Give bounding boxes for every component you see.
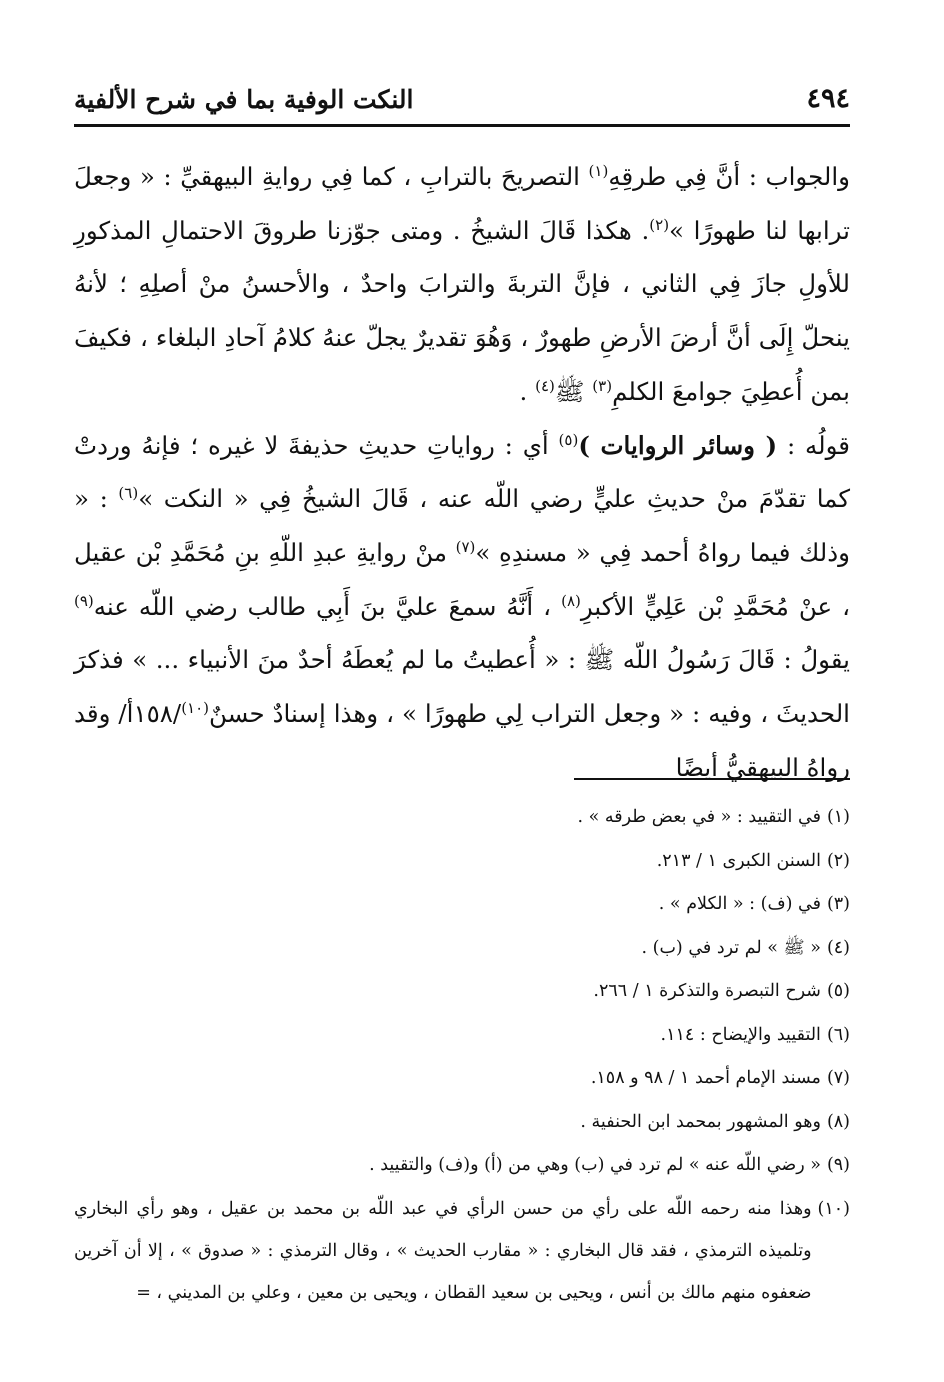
text-run: يقولُ : قَالَ رَسُولُ اللّه ﷺ : « أُعطيتُ ما لم يُعطَهُ أحدٌ منَ الأنبياء ... » فذكرَ الحديثَ ، وفيه : « وجعل التراب لِي طهورًا » ، وهذا إسنادٌ حسنٌ [74, 645, 850, 729]
footnote-text: مسند الإمام أحمد ١ / ٩٨ و ١٥٨. [590, 1068, 821, 1088]
footnote-number: (١) [826, 807, 850, 827]
footnote-ref-7: (٧) [455, 537, 476, 556]
footnote-number: (٥) [826, 981, 850, 1001]
footnote-text: شرح التبصرة والتذكرة ١ / ٢٦٦. [593, 981, 821, 1001]
text-run: أي : رواياتِ حديثِ حذيفةَ لا غيره ؛ فإنهُ وردتْ كما تقدّمَ منْ حديثِ عليٍّ رضي اللّه عنه ، قَالَ الشيخُ فِي « النكت » [74, 430, 850, 514]
footnote-ref-8: (٨) [561, 591, 581, 610]
footnote-ref-1: (١) [588, 161, 609, 180]
footnotes [74, 796, 850, 1314]
footnote-item [74, 796, 850, 840]
footnote-text: وهو المشهور بمحمد ابن الحنفية . [580, 1111, 821, 1132]
footnote-item [74, 1144, 850, 1188]
footnote-item [74, 883, 850, 927]
footnote-number: (٨) [826, 1111, 850, 1132]
text-run: . هكذا قَالَ الشيخُ . ومتى جوّزنا طروقَ الاحتمالِ المذكورِ للأولِ جازَ فِي الثاني ، فإنَّ التربةَ والترابَ واحدٌ ، والأحسنُ منْ أصلِهِ ؛ لأنهُ ينحلّ إِلَى أنَّ أرضَ الأرضِ طهورٌ ، وَهُوَ تقديرٌ يجلّ عنهُ كلامُ آحادِ البلغاء ، فكيفَ بمن أُعطِيَ جوامعَ الكلمِ [74, 215, 850, 406]
footnote-ref-5: (٥) [558, 430, 579, 449]
footnote-item [74, 927, 850, 971]
footnote-number: (٩) [826, 1155, 850, 1175]
footnote-text: في التقييد : « في بعض طرقه » . [577, 807, 821, 827]
footnote-number: (٧) [826, 1068, 850, 1088]
page-header [74, 70, 850, 122]
quoted-term: ( وسائر الروايات ) [578, 430, 778, 460]
footnote-ref-2: (٢) [649, 215, 670, 234]
footnote-number: (٣) [826, 894, 850, 914]
footnote-text: في (ف) : « الكلام » . [658, 894, 821, 914]
footnote-ref-9: (٩) [74, 591, 94, 610]
footnote-text: وهذا منه رحمه اللّه على رأي من حسن الرأي في عبد اللّه بن محمد بن عقيل ، وهو رأي البخاري وتلميذه الترمذي ، فقد قال البخاري : « مقارب الحديث » ، وقال الترمذي : « صدوق » ، إلا أن آخرين ضعفوه منهم مالك بن أنس ، ويحيى بن سعيد القطان ، ويحيى بن معين ، وعلي بن المديني ، = [74, 1198, 812, 1303]
paragraph-1 [74, 150, 850, 419]
page-number: ٤٩٤ [806, 83, 850, 114]
running-title: النكت الوفية بما في شرح الألفية [74, 85, 414, 114]
footnote-ref-4: (٤) [535, 376, 555, 395]
text-run: قولُه : [777, 430, 850, 460]
footnote-separator [574, 778, 850, 780]
footnote-text: التقييد والإيضاح : ١١٤. [660, 1024, 821, 1045]
footnote-text: « ﷺ » لم ترد في (ب) . [641, 937, 821, 958]
footnote-number: (١٠) [817, 1198, 850, 1219]
footnote-item [74, 970, 850, 1014]
footnote-ref-6: (٦) [118, 484, 139, 503]
paragraph-2 [74, 419, 850, 795]
footnote-number: (٤) [826, 937, 850, 958]
footnote-ref-10: (١٠) [181, 698, 210, 717]
footnote-ref-3: (٣) [592, 376, 613, 395]
footnote-item [74, 1014, 850, 1058]
footnote-number: (٢) [826, 850, 850, 871]
footnote-item [74, 1101, 850, 1145]
header-rule [74, 124, 850, 127]
footnote-item [74, 840, 850, 884]
footnote-number: (٦) [826, 1024, 850, 1045]
text-run: التصريحَ بالترابِ ، كما فِي روايةِ البيهقيِّ : « وجعلَ ترابها لنا طهورًا » [74, 162, 851, 245]
text-run: ، أَنَّهُ سمعَ عليَّ بنَ أَبِي طالب رضي اللّه عنه [93, 591, 562, 621]
salutation-glyph: ﷺ [554, 376, 593, 406]
footnote-item [74, 1057, 850, 1101]
text-run: والجواب : أنَّ فِي طرقِهِ [608, 162, 850, 191]
text-run: : « وذلك فيما رواهُ أحمد فِي « مسندِهِ » [74, 484, 850, 567]
text-run: منْ روايةِ عبدِ اللّهِ بنِ مُحَمَّدِ بْن عقيل ، عنْ مُحَمَّدِ بْن عَلِيٍّ الأكبرِ [74, 537, 850, 621]
footnote-text: « رضي اللّه عنه » لم ترد في (ب) وهي من (أ) و(ف) والتقييد . [369, 1155, 821, 1175]
text-run: /١٥٨أ/ وقد رواهُ البيهقيُّ أيضًا [74, 699, 850, 782]
text-run: . [519, 376, 536, 406]
footnote-item [74, 1188, 850, 1314]
footnote-text: السنن الكبرى ١ / ٢١٣. [656, 850, 821, 871]
main-text [74, 150, 850, 794]
